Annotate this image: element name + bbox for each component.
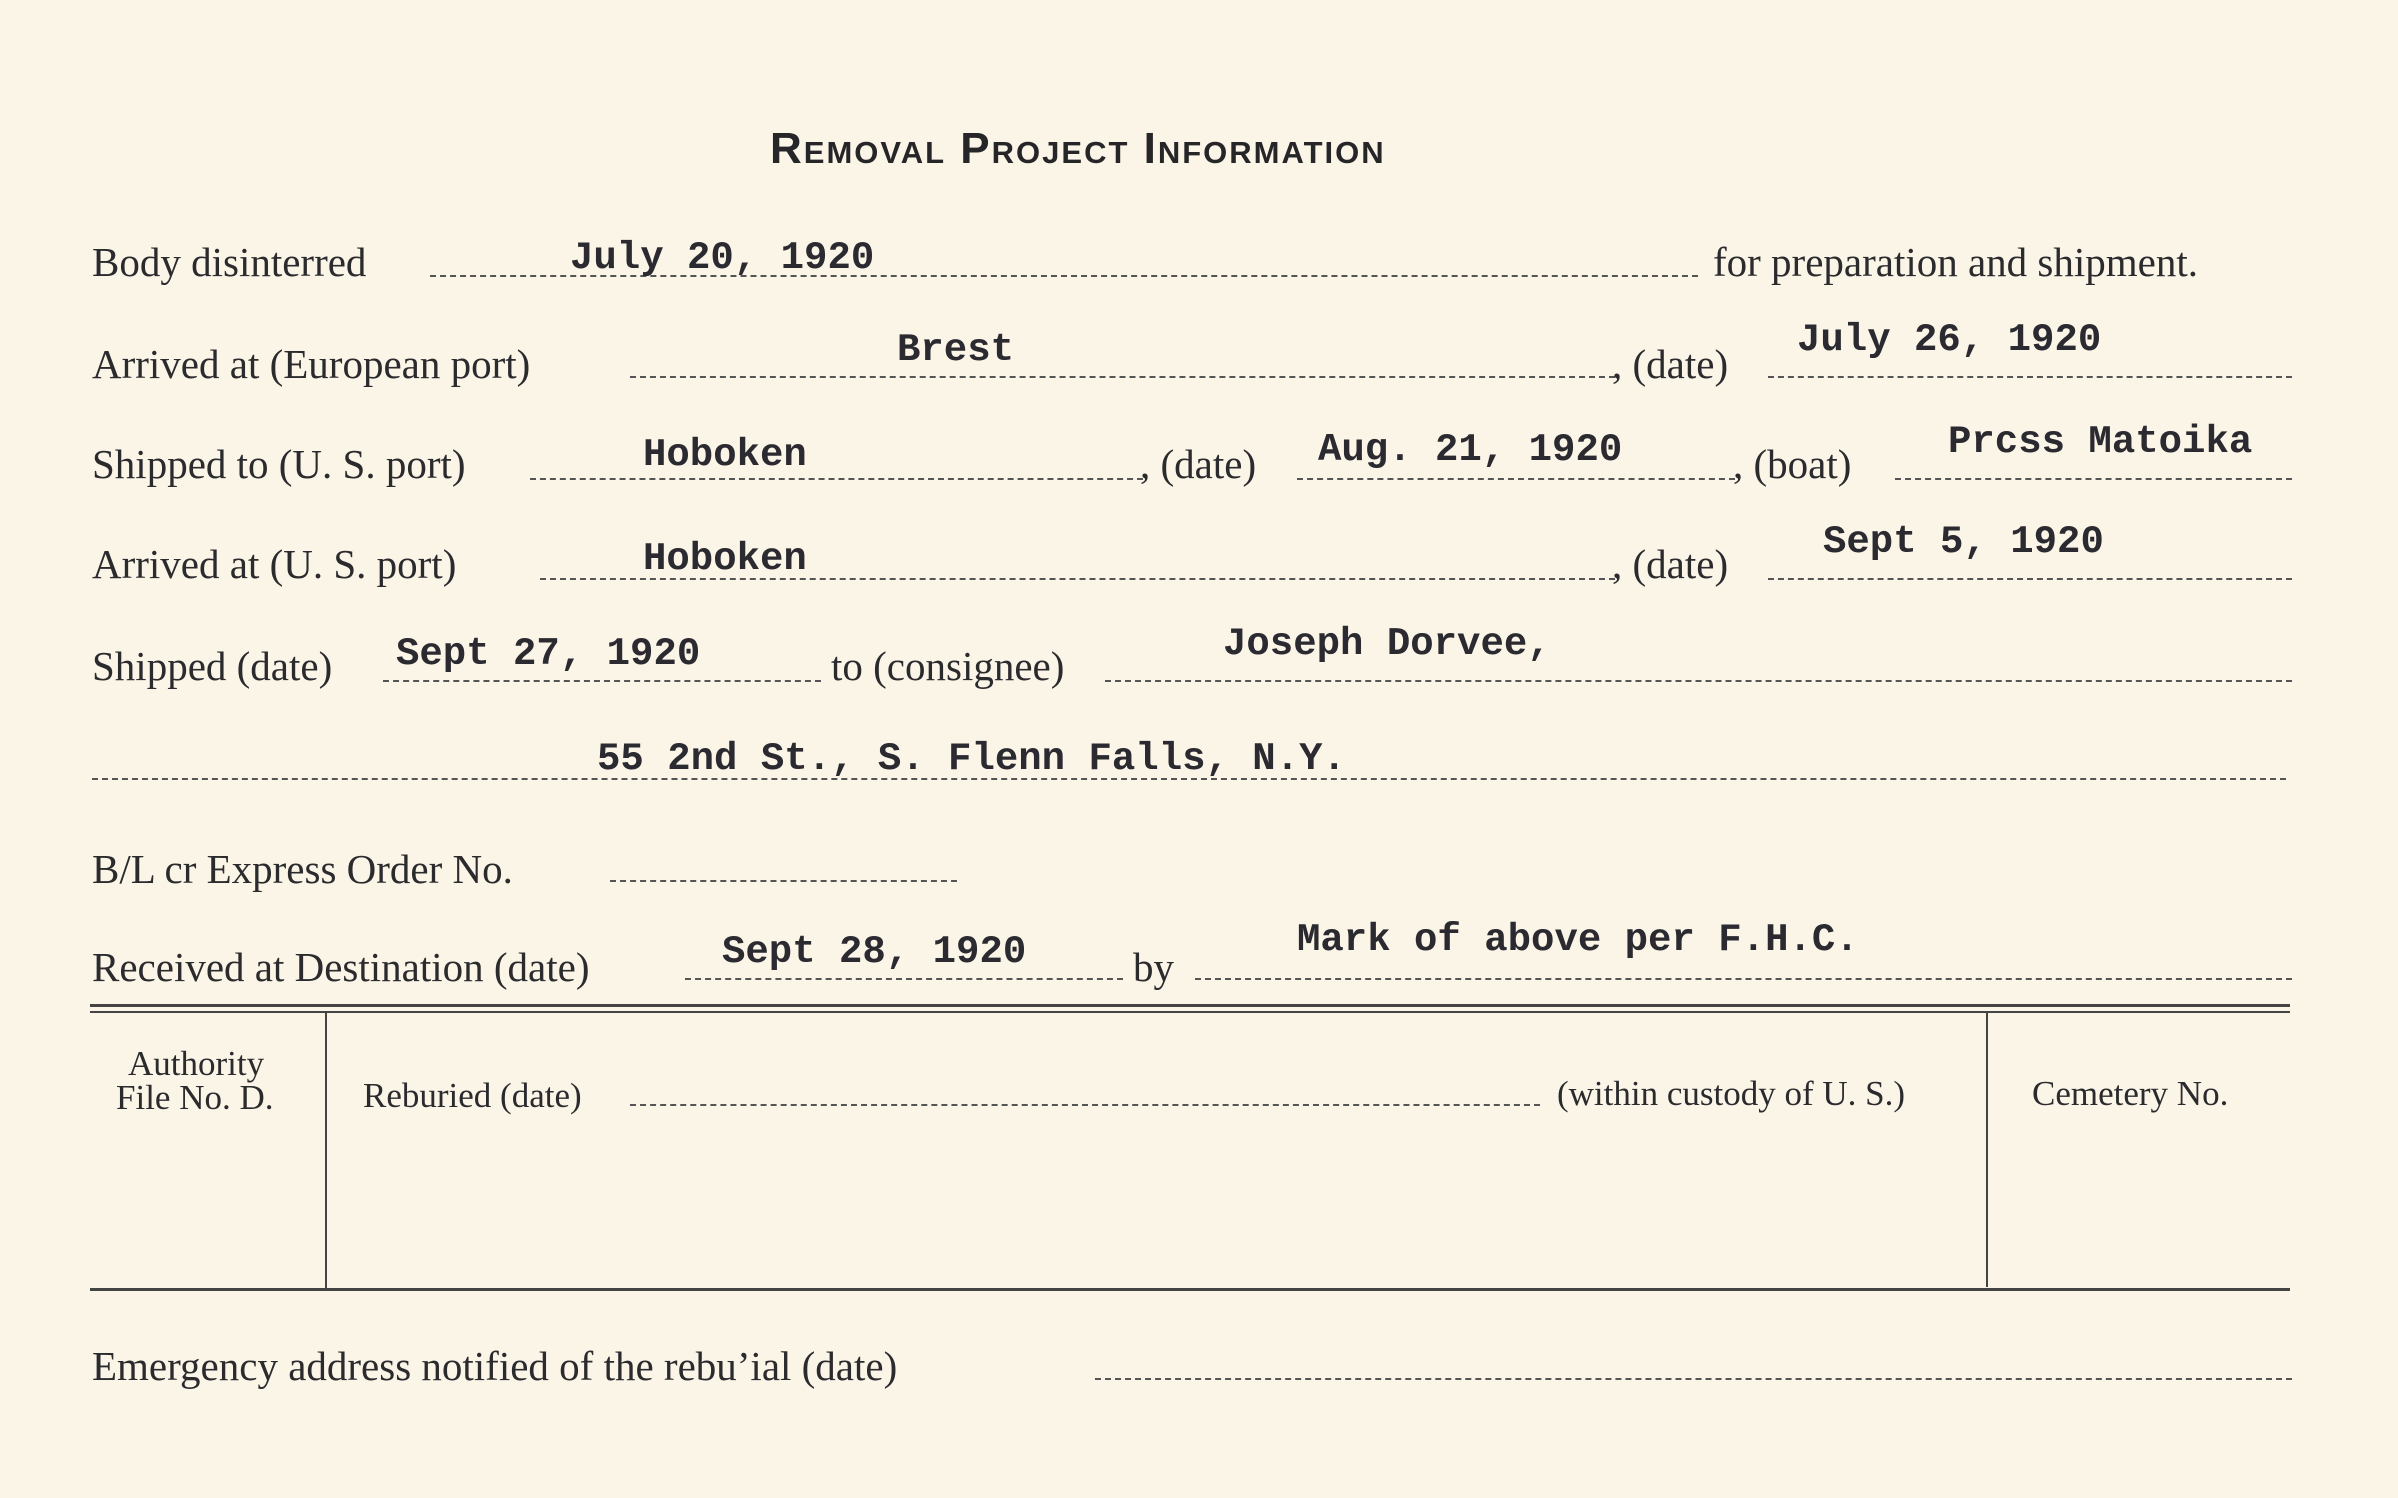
us-port-arrived-value: Hoboken xyxy=(643,537,807,581)
us-port-shipped-date-line xyxy=(1297,478,1735,480)
consignee-line xyxy=(1105,680,2292,682)
custody-label: (within custody of U. S.) xyxy=(1557,1074,1906,1113)
boat-line xyxy=(1895,478,2292,480)
table-top-rule xyxy=(90,1004,2290,1007)
us-port-arrived-date-label: , (date) xyxy=(1612,541,1729,587)
us-port-shipped-value: Hoboken xyxy=(643,433,807,477)
card-title: Removal Project Information xyxy=(770,124,1386,173)
table-top-rule-inner xyxy=(90,1011,2290,1013)
cemetery-label: Cemetery No. xyxy=(2032,1074,2229,1113)
boat-value: Prcss Matoika xyxy=(1948,420,2253,464)
table-divider-right xyxy=(1986,1012,1988,1287)
received-date-line xyxy=(685,978,1123,980)
consignee-label: to (consignee) xyxy=(831,643,1065,689)
consignee-address-value: 55 2nd St., S. Flenn Falls, N.Y. xyxy=(597,737,1346,781)
european-port-value: Brest xyxy=(897,328,1015,372)
european-date-value: July 26, 1920 xyxy=(1797,318,2102,362)
received-by-value: Mark of above per F.H.C. xyxy=(1297,918,1859,962)
emergency-label: Emergency address notified of the rebu’ial (date) xyxy=(92,1343,898,1389)
shipped-date-label: Shipped (date) xyxy=(92,643,333,689)
boat-label: , (boat) xyxy=(1733,441,1852,487)
us-port-shipped-line xyxy=(530,478,1143,480)
us-port-shipped-date-label: , (date) xyxy=(1140,441,1257,487)
us-port-arrived-date-line xyxy=(1768,578,2292,580)
european-date-line xyxy=(1768,376,2292,378)
shipped-date-line xyxy=(383,680,821,682)
received-date-value: Sept 28, 1920 xyxy=(722,930,1027,974)
disinterred-label: Body disinterred xyxy=(92,239,367,285)
received-by-label: by xyxy=(1133,944,1174,990)
european-port-line xyxy=(630,376,1615,378)
disinterred-value: July 20, 1920 xyxy=(570,236,875,280)
authority-label-line2: File No. D. xyxy=(116,1078,274,1117)
bl-line xyxy=(610,880,957,882)
emergency-line xyxy=(1095,1378,2292,1380)
received-label: Received at Destination (date) xyxy=(92,944,590,990)
table-divider-left xyxy=(325,1012,327,1290)
table-bottom-rule xyxy=(90,1288,2290,1291)
received-by-line xyxy=(1195,978,2292,980)
european-port-label: Arrived at (European port) xyxy=(92,341,531,387)
us-port-arrived-label: Arrived at (U. S. port) xyxy=(92,541,457,587)
shipped-date-value: Sept 27, 1920 xyxy=(396,632,701,676)
us-port-shipped-label: Shipped to (U. S. port) xyxy=(92,441,466,487)
authority-label-line1: Authority xyxy=(128,1044,265,1083)
bl-label: B/L cr Express Order No. xyxy=(92,846,513,892)
consignee-value: Joseph Dorvee, xyxy=(1223,622,1551,666)
us-port-arrived-date-value: Sept 5, 1920 xyxy=(1823,520,2104,564)
reburied-line xyxy=(630,1104,1540,1106)
us-port-shipped-date-value: Aug. 21, 1920 xyxy=(1318,428,1623,472)
european-date-label: , (date) xyxy=(1612,341,1729,387)
reburied-label: Reburied (date) xyxy=(363,1076,582,1115)
disinterred-suffix: for preparation and shipment. xyxy=(1713,239,2199,285)
